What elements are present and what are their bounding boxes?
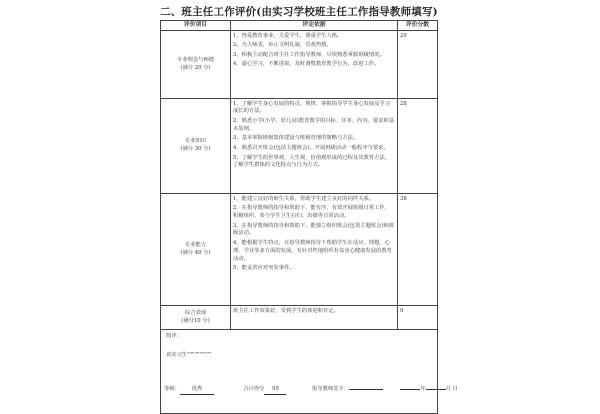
criterion: 2、在指导教师的指导和帮助下，能有序、有效开展班级日常工作，积极组织、参与学生卫生扫扫、出操等日常活动。	[233, 205, 390, 219]
item-name: 专业能力	[184, 241, 207, 248]
score-cell[interactable]: 28	[398, 99, 438, 194]
year-label: 年	[420, 386, 426, 392]
table-header-row	[161, 21, 438, 31]
basis-cell	[231, 99, 398, 194]
criterion: 5、能妥善应对突发事件。	[233, 265, 295, 272]
section-title: 二、班主任工作评价(由实习学校班主任工作指导教师填写)	[160, 6, 438, 18]
item-points: (满分10 分)	[181, 317, 210, 324]
item-cell	[161, 306, 231, 330]
comment-row	[161, 330, 438, 414]
basis-cell	[231, 31, 398, 99]
criterion: 班主任工作效果好，受到学生的欢迎和肯定。	[233, 307, 339, 314]
item-name: 专业知识	[184, 138, 207, 145]
basis-cell	[231, 194, 398, 306]
header-score: 评价分数	[398, 21, 438, 31]
table-row	[161, 194, 438, 306]
item-cell	[161, 99, 231, 194]
criterion: 3、积极主动配合班主任工作指导教师，尽快熟悉掌握班级情况。	[233, 51, 385, 58]
criterion: 4、虚心学习，不断进取，及时调整教育教学行为，改进工作。	[233, 61, 380, 68]
score-cell[interactable]: 38	[398, 194, 438, 306]
table-row	[161, 306, 438, 330]
item-name: 专业理念与师德	[176, 56, 215, 63]
signature-label: 指导教师签字：	[311, 386, 349, 392]
criterion: 4、熟悉召开班会(包括主题班会)，开展班级活动一般程序与要求。	[233, 144, 389, 151]
item-points: (满分 30 分)	[180, 146, 211, 152]
score-cell[interactable]: 20	[398, 31, 438, 99]
header-item: 评价项目	[161, 21, 231, 31]
item-points: (满分 20 分)	[180, 64, 211, 71]
criterion: 3、基本掌握班级集体建设与班级管理的策略与方法。	[233, 135, 359, 142]
total-score-label: 合计得分	[243, 386, 265, 392]
criterion: 4、能根据学生特点，在指导教师指导下帮助学生在适应、理想、心理、学业等多方面的发展，有针对性地组织有益身心健康发展的教育活动。	[233, 239, 392, 262]
item-cell	[161, 31, 231, 99]
grade-field[interactable]: 优秀	[180, 386, 214, 395]
criterion: 2、为人师表，举止文明礼貌，乐观热情。	[233, 42, 332, 49]
signature-footer	[164, 386, 458, 395]
grade-label: 等级：	[164, 386, 180, 392]
student-comment: 该实习生""""""""""	[166, 352, 212, 358]
month-label: 月	[445, 386, 451, 392]
month-field[interactable]	[426, 389, 446, 390]
criterion: 3、在指导教师的指导和帮助下，能独立组织班会(包括主题班会)和班级活动。	[233, 222, 395, 237]
item-name: 综合表现	[184, 309, 207, 316]
header-basis: 评定依据	[231, 21, 398, 31]
signature-field[interactable]	[349, 389, 383, 390]
criterion: 2、熟悉小学(小学、幼儿园)教育教学的目标、任务、内容、要求和基本原则。	[233, 117, 395, 132]
comment-cell[interactable]	[161, 330, 458, 414]
total-score-field[interactable]: 95	[264, 386, 286, 395]
evaluation-table	[160, 20, 458, 414]
basis-cell	[231, 306, 398, 330]
criterion: 1、了解学生身心发展的特点、规律，掌握指导学生身心发展及学习成长的方法。	[233, 100, 390, 115]
criterion: 1、能建立良好的师生关系，帮助学生建立良好的同伴关系。	[233, 195, 375, 202]
year-field[interactable]	[400, 389, 420, 390]
comment-label: 简评：	[166, 333, 182, 339]
item-cell	[161, 194, 231, 306]
day-label: 日	[452, 386, 458, 392]
score-cell[interactable]: 9	[398, 306, 438, 330]
criterion: 5、了解学生的世界观、人生观、价值观形成的过程及其教育方法，了解学生群体的文化特点与行为方式。	[233, 154, 390, 169]
table-row	[161, 99, 438, 194]
criterion: 1、热爱教育事业，关爱学生，尊重学生人格。	[233, 32, 343, 39]
table-row	[161, 31, 438, 99]
item-points: (满分 40 分)	[180, 249, 211, 256]
